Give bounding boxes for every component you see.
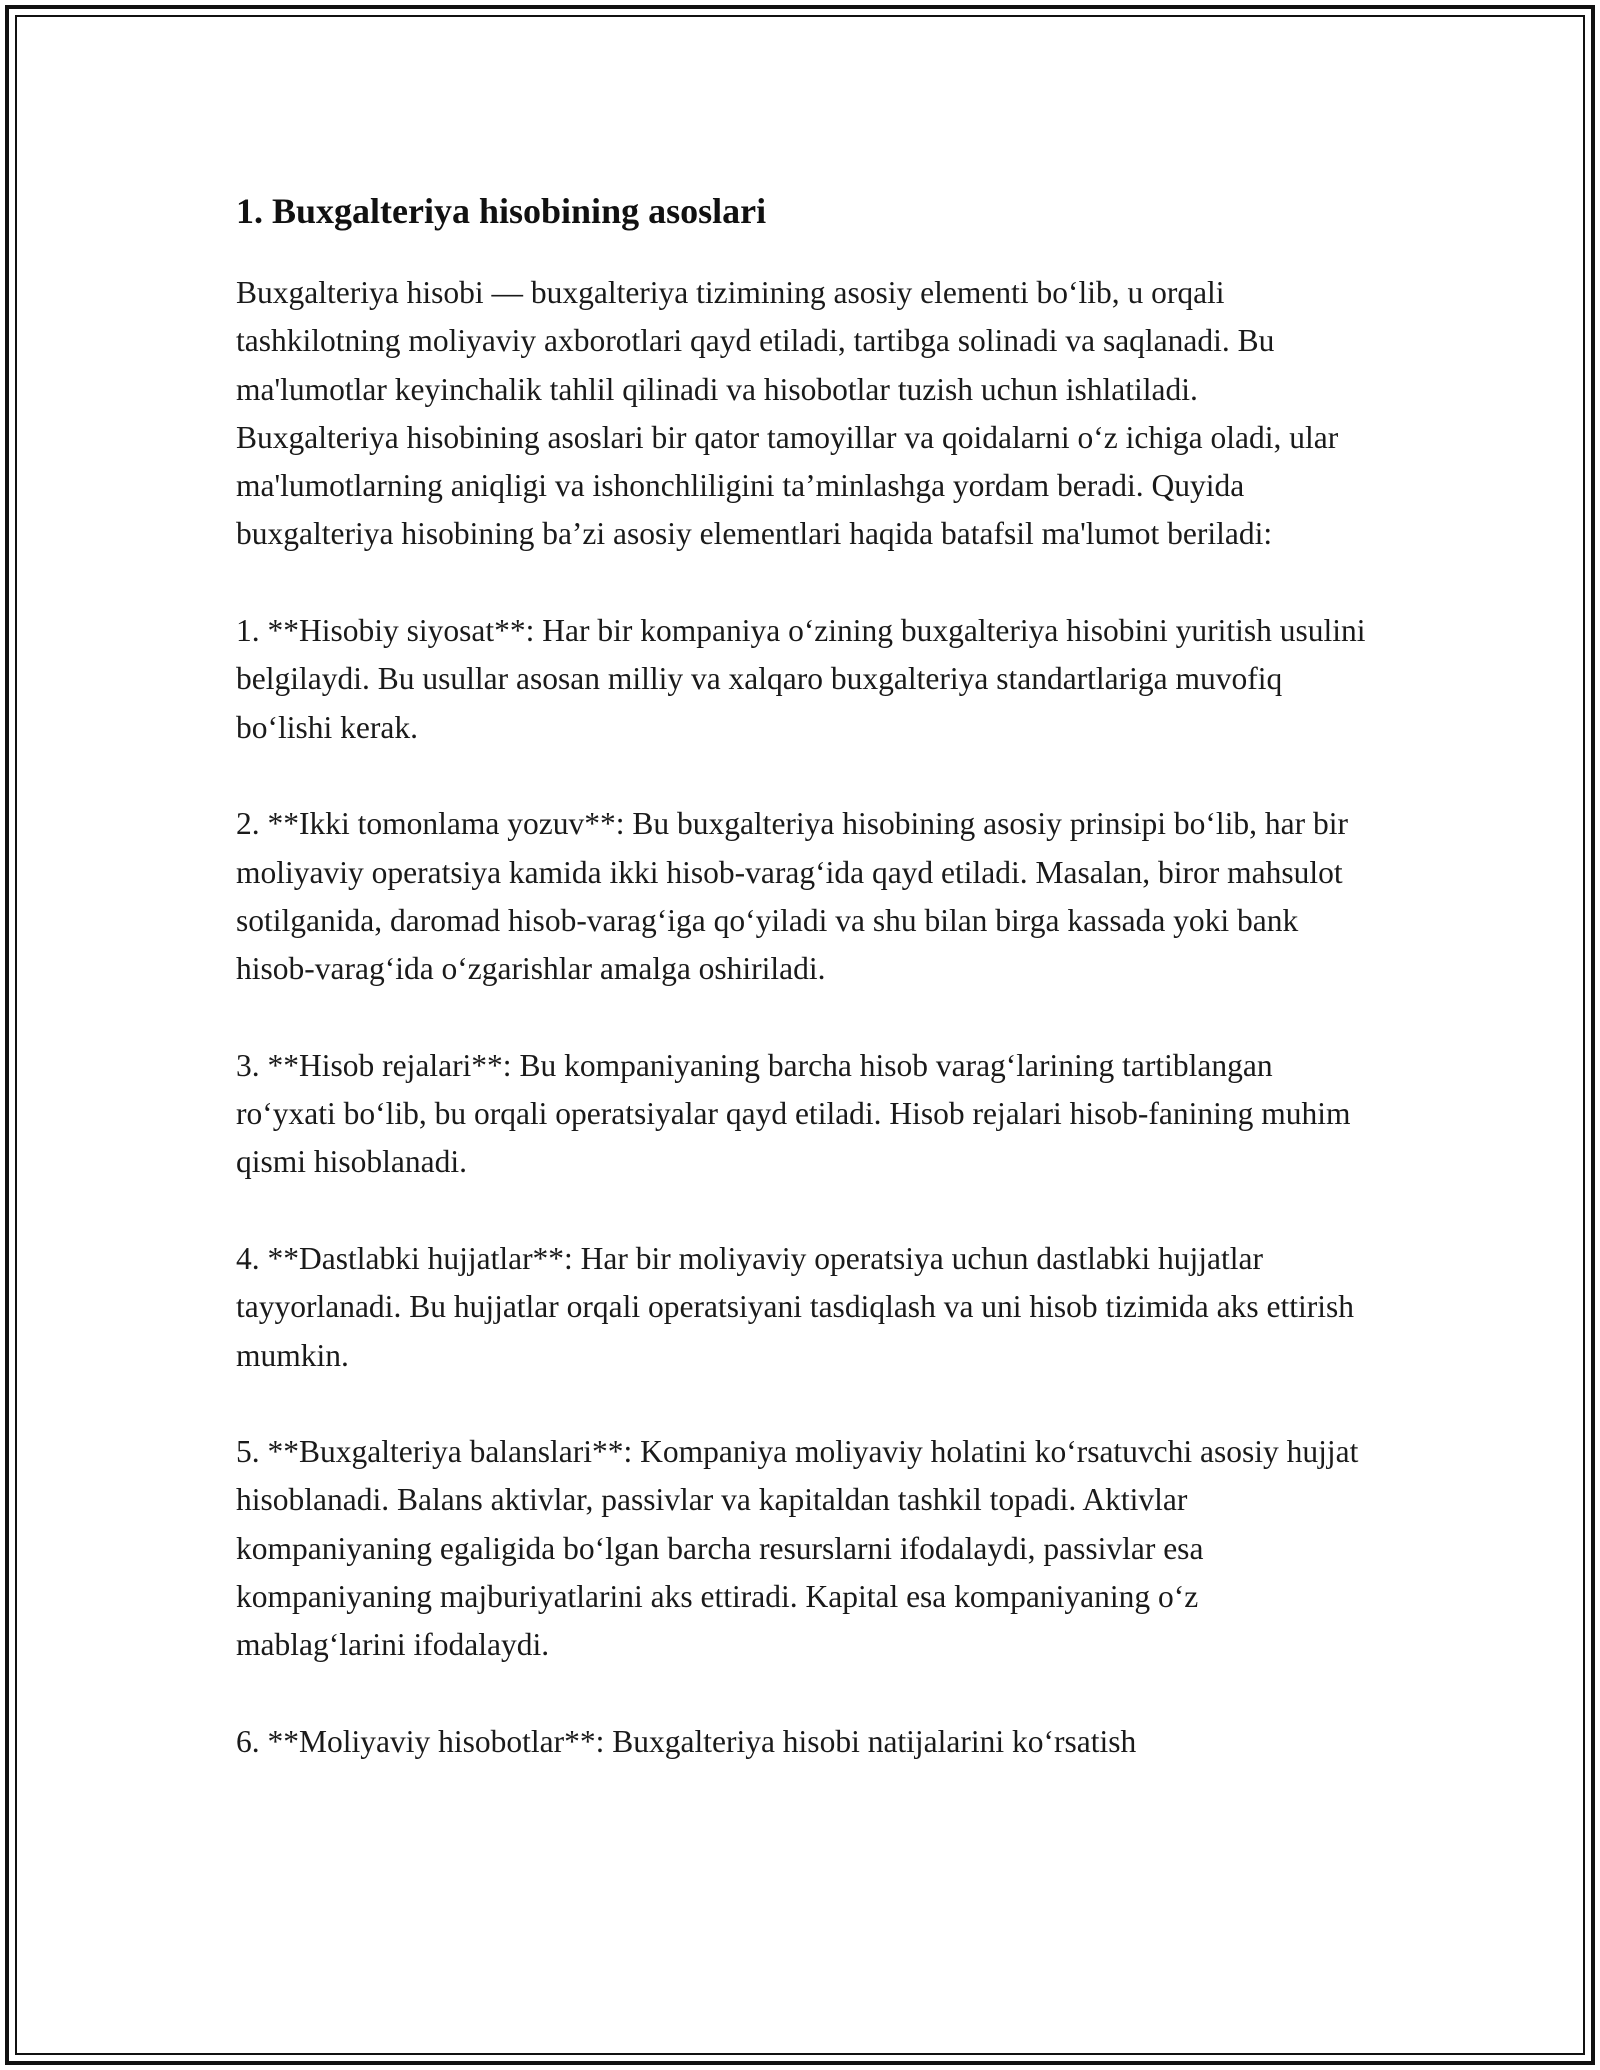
list-item-primary-documents: 4. **Dastlabki hujjatlar**: Har bir moliyaviy operatsiya uchun dastlabki hujjatlar tayyorlanadi. Bu hujjatlar orqali operatsiyani tasdiqlash va uni hisob tizimida aks ettirish mumkin.: [236, 1240, 1355, 1373]
list-item-balance-sheets: 5. **Buxgalteriya balanslari**: Kompaniya moliyaviy holatini ko‘rsatuvchi asosiy hujjat hisoblanadi. Balans aktivlar, passivlar va kapitaldan tashkil topadi. Aktivlar kompaniyaning egaligida bo‘lgan barcha resurslarni ifodalaydi, passivlar esa kompaniyaning majburiyatlarini aks ettiradi. Kapital esa kompaniyaning o‘z mablag‘larini ifodalaydi.: [236, 1434, 1359, 1663]
document-body: [236, 187, 1366, 1815]
section-title: 1. Buxgalteriya hisobining asoslari: [236, 191, 767, 231]
intro-paragraph: Buxgalteriya hisobi — buxgalteriya tizimining asosiy elementi bo‘lib, u orqali tashkilotning moliyaviy axborotlari qayd etiladi, tartibga solinadi va saqlanadi. Bu ma'lumotlar keyinchalik tahlil qilinadi va hisobotlar tuzish uchun ishlatiladi. Buxgalteriya hisobining asoslari bir qator tamoyillar va qoidalarni o‘z ichiga oladi, ular ma'lumotlarning aniqligi va ishonchliligini ta’minlashga yordam beradi. Quyida buxgalteriya hisobining ba’zi asosiy elementlari haqida batafsil ma'lumot beriladi:: [236, 275, 1339, 552]
list-item-financial-statements: 6. **Moliyaviy hisobotlar**: Buxgalteriya hisobi natijalarini ko‘rsatish: [236, 1723, 1137, 1759]
list-item-chart-of-accounts: 3. **Hisob rejalari**: Bu kompaniyaning barcha hisob varag‘larining tartiblangan ro‘yxati bo‘lib, bu orqali operatsiyalar qayd etiladi. Hisob rejalari hisob-fanining muhim qismi hisoblanadi.: [236, 1047, 1351, 1180]
list-item-accounting-policy: 1. **Hisobiy siyosat**: Har bir kompaniya o‘zining buxgalteriya hisobini yuritish usulini belgilaydi. Bu usullar asosan milliy va xalqaro buxgalteriya standartlariga muvofiq bo‘lishi kerak.: [236, 613, 1366, 745]
list-item-double-entry: 2. **Ikki tomonlama yozuv**: Bu buxgalteriya hisobining asosiy prinsipi bo‘lib, har bir moliyaviy operatsiya kamida ikki hisob-varag‘ida qayd etiladi. Masalan, biror mahsulot sotilganida, daromad hisob-varag‘iga qo‘yiladi va shu bilan birga kassada yoki bank hisob-varag‘ida o‘zgarishlar amalga oshiriladi.: [236, 806, 1348, 987]
